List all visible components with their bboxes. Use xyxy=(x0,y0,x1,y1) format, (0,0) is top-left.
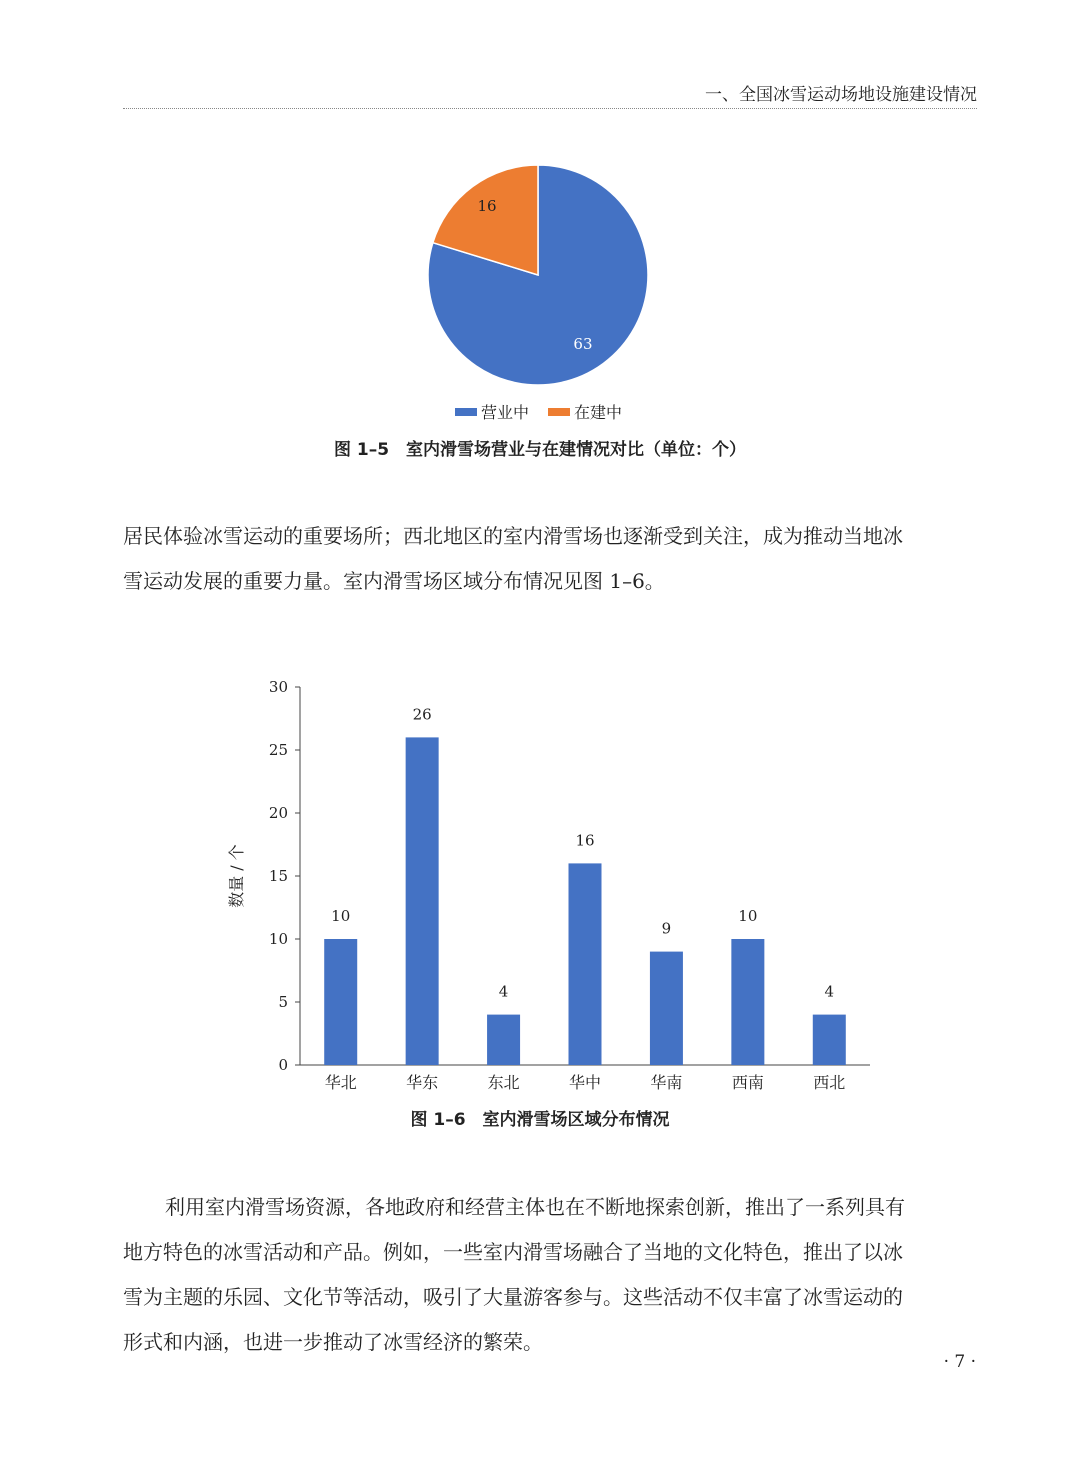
legend-swatch xyxy=(548,408,570,416)
bar-figure xyxy=(0,665,1080,1105)
bar-西南 xyxy=(731,939,764,1065)
x-tick-label: 西北 xyxy=(813,1073,846,1092)
paragraph-2-line: 形式和内涵，也进一步推动了冰雪经济的繁荣。 xyxy=(123,1330,543,1354)
bar-chart xyxy=(0,665,1080,1105)
y-axis-label: 数量 / 个 xyxy=(227,844,246,908)
x-tick-label: 华北 xyxy=(324,1073,357,1092)
paragraph-2-line: 地方特色的冰雪活动和产品。例如，一些室内滑雪场融合了当地的文化特色，推出了以冰 xyxy=(123,1240,903,1264)
bar-data-label: 10 xyxy=(331,907,351,925)
paragraph-1-line: 雪运动发展的重要力量。室内滑雪场区域分布情况见图 1–6。 xyxy=(123,569,665,593)
bar-data-label: 10 xyxy=(738,907,758,925)
bar-华中 xyxy=(569,863,602,1065)
paragraph-2-line: 利用室内滑雪场资源，各地政府和经营主体也在不断地探索创新，推出了一系列具有 xyxy=(165,1195,905,1219)
pie-data-label: 16 xyxy=(477,196,497,215)
bar-华北 xyxy=(324,939,357,1065)
figure-caption-1-6: 图 1–6 室内滑雪场区域分布情况 xyxy=(410,1110,670,1130)
x-tick-label: 西南 xyxy=(731,1073,764,1092)
y-tick-label: 15 xyxy=(268,867,288,885)
bar-华东 xyxy=(406,737,439,1065)
bar-data-label: 16 xyxy=(575,831,595,850)
header-title: 一、全国冰雪运动场地设施建设情况 xyxy=(705,85,977,105)
bar-西北 xyxy=(813,1015,846,1065)
paragraph-1 xyxy=(123,514,978,604)
pie-chart xyxy=(0,150,1080,430)
bar-data-label: 4 xyxy=(498,982,509,1001)
figure-caption-1-5: 图 1–5 室内滑雪场营业与在建情况对比（单位：个） xyxy=(333,440,747,460)
paragraph-2-line: 雪为主题的乐园、文化节等活动，吸引了大量游客参与。这些活动不仅丰富了冰雪运动的 xyxy=(123,1285,903,1309)
x-tick-label: 东北 xyxy=(487,1073,520,1092)
page-header xyxy=(123,78,977,109)
x-tick-label: 华东 xyxy=(406,1073,439,1092)
bar-华南 xyxy=(650,952,683,1065)
y-tick-label: 5 xyxy=(278,993,288,1011)
y-tick-label: 25 xyxy=(268,741,288,759)
bar-data-label: 26 xyxy=(412,705,432,724)
x-tick-label: 华南 xyxy=(650,1073,683,1092)
page-number: · 7 · xyxy=(943,1352,976,1372)
pie-data-label: 63 xyxy=(573,335,593,354)
y-tick-label: 0 xyxy=(278,1056,288,1074)
y-tick-label: 20 xyxy=(268,804,288,822)
y-tick-label: 10 xyxy=(268,930,288,948)
y-tick-label: 30 xyxy=(268,678,288,696)
bar-data-label: 9 xyxy=(661,919,672,938)
x-tick-label: 华中 xyxy=(568,1073,602,1092)
legend-label: 营业中 xyxy=(481,403,530,422)
paragraph-2 xyxy=(123,1185,978,1365)
legend-swatch xyxy=(455,408,477,416)
paragraph-1-line: 居民体验冰雪运动的重要场所；西北地区的室内滑雪场也逐渐受到关注，成为推动当地冰 xyxy=(123,524,903,548)
bar-data-label: 4 xyxy=(824,982,835,1001)
bar-东北 xyxy=(487,1015,520,1065)
legend-label: 在建中 xyxy=(574,403,623,422)
pie-figure xyxy=(0,150,1080,430)
